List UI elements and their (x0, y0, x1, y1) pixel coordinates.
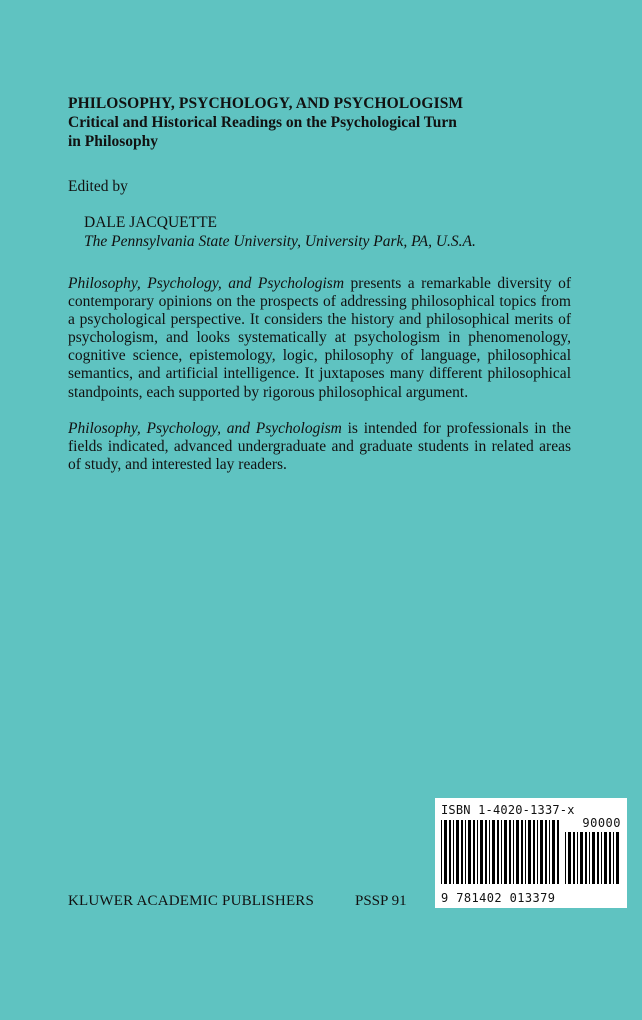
series-code: PSSP 91 (355, 893, 407, 909)
paragraph-2-book-title: Philosophy, Psychology, and Psychologism (68, 419, 342, 437)
paragraph-1-text: presents a remarkable diversity of contemporary opinions on the prospects of addressing philosophical topics from a psychological perspective. It considers the history and philosophical merits of psychologism, and looks systematically at psychologism in phenomenology, cognitive science, epistemology, logic, philosophy of language, philosophical semantics, and artificial intelligence. It juxtaposes many different philosophical standpoints, each supported by rigorous philosophical argument. (68, 275, 572, 401)
publisher-name: KLUWER ACADEMIC PUBLISHERS (68, 893, 315, 909)
book-title: PHILOSOPHY, PSYCHOLOGY, AND PSYCHOLOGISM (68, 95, 464, 112)
paragraph-1-book-title: Philosophy, Psychology, and Psychologism (68, 275, 345, 292)
price-code: 90000 (582, 816, 621, 830)
isbn-barcode (435, 798, 627, 908)
editor-block (68, 213, 476, 251)
description (68, 275, 571, 492)
paragraph-2-text: is intended for professionals in the fields indicated, advanced undergraduate and graduate students in related areas of study, and interested lay readers. (68, 419, 571, 473)
edited-by-label: Edited by (68, 178, 128, 195)
isbn-text: ISBN 1-4020-1337-x (441, 803, 575, 817)
title-block (68, 94, 588, 151)
book-subtitle-line-1: Critical and Historical Readings on the Psychological Turn (68, 114, 457, 131)
book-subtitle-line-2: in Philosophy (68, 133, 159, 150)
ean-barcode-bars (441, 820, 561, 884)
description-paragraph-1 (68, 275, 571, 402)
ean-digits: 9 781402 013379 (441, 891, 556, 905)
description-paragraph-2 (68, 420, 571, 474)
editor-affiliation: The Pennsylvania State University, University Park, PA, U.S.A. (84, 233, 476, 250)
price-barcode-bars (565, 832, 621, 884)
editor-name: DALE JACQUETTE (84, 214, 218, 231)
